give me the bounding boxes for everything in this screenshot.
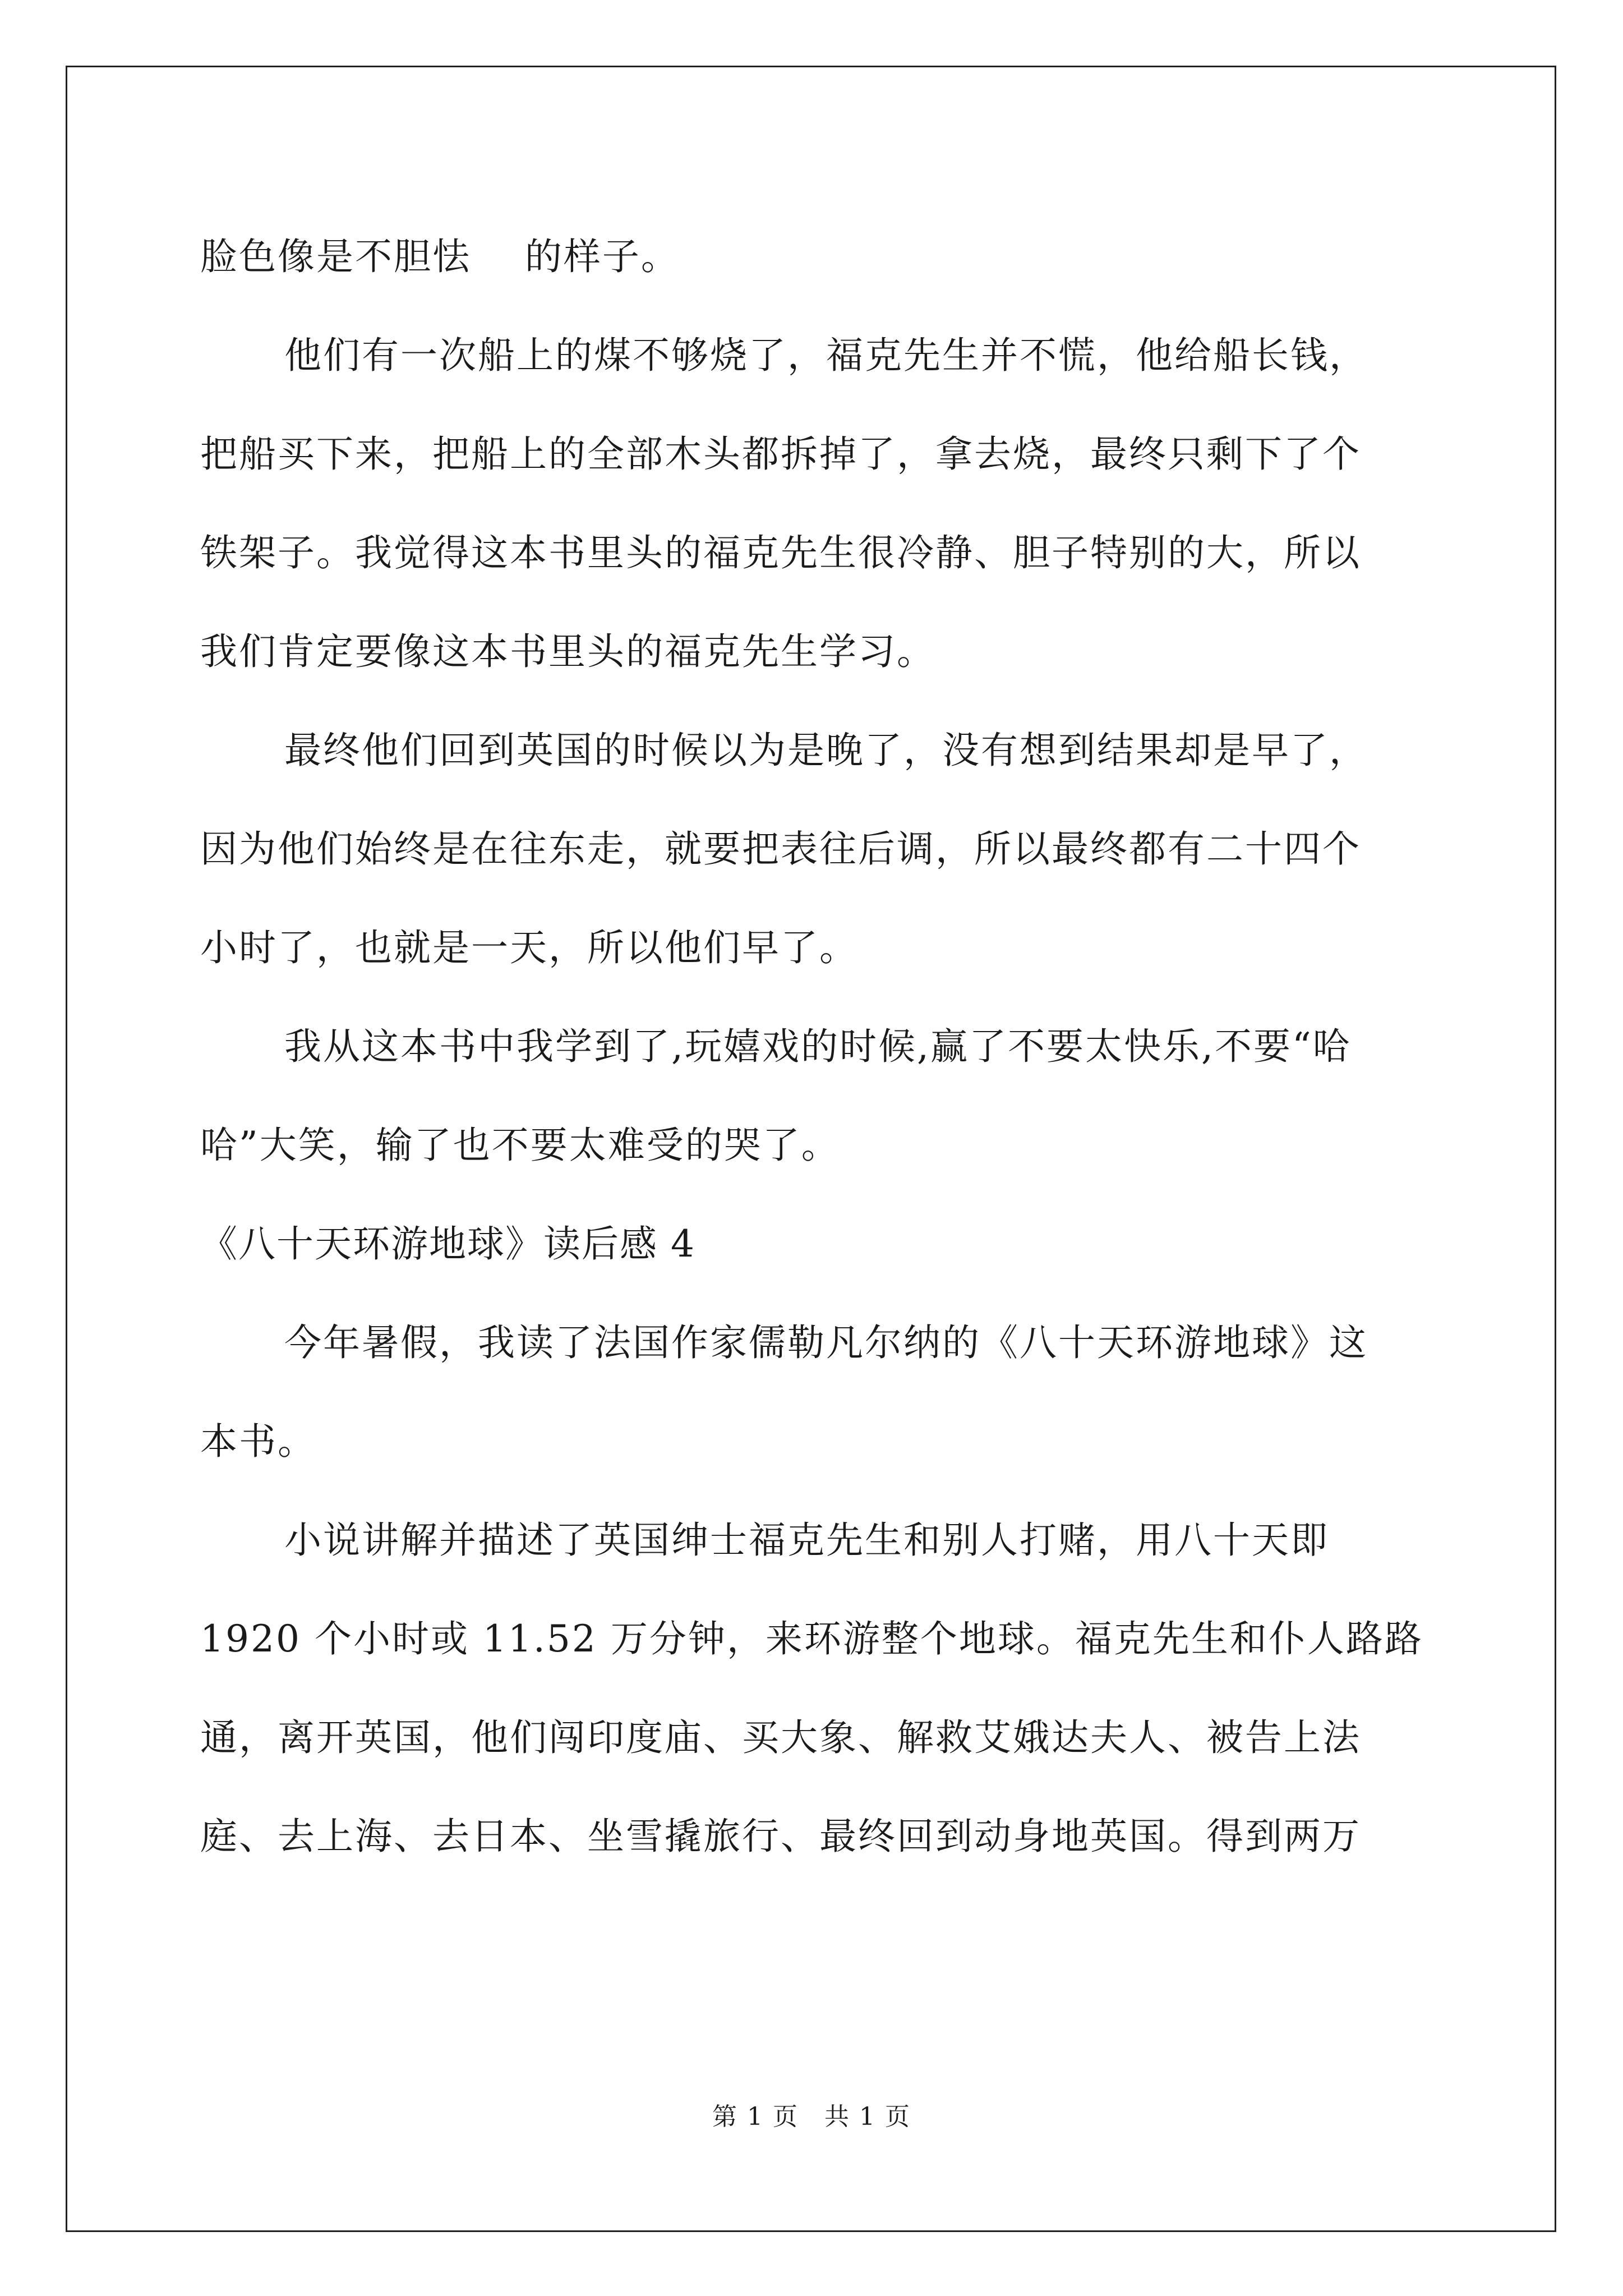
paragraph-start: 我从这本书中我学到了,玩嬉戏的时候,赢了不要太快乐,不要“哈: [284, 1025, 1352, 1068]
text-line: 铁架子。我觉得这本书里头的福克先生很冷静、胆子特别的大，所以: [200, 531, 1361, 574]
text-line: 把船买下来，把船上的全部木头都拆掉了，拿去烧，最终只剩下了个: [200, 432, 1361, 476]
text-line: 因为他们始终是在往东走，就要把表往后调，所以最终都有二十四个: [200, 827, 1361, 871]
section-heading: 《八十天环游地球》读后感 4: [200, 1222, 695, 1266]
document-body: [200, 208, 1434, 1886]
page-total: 共 1 页: [824, 2102, 911, 2131]
text-line: 1920 个小时或 11.52 万分钟，来环游整个地球。福克先生和仆人路路: [200, 1617, 1423, 1660]
page-number: 第 1 页: [712, 2102, 799, 2131]
text-line: 脸色像是不胆怯 的样子。: [200, 235, 680, 278]
text-line: 哈”大笑，输了也不要太难受的哭了。: [200, 1124, 840, 1167]
paragraph-start: 最终他们回到英国的时候以为是晚了，没有想到结果却是早了，: [284, 729, 1368, 772]
text-line: 本书。: [200, 1420, 316, 1463]
page-footer: [0, 2100, 1623, 2134]
paragraph-start: 今年暑假，我读了法国作家儒勒凡尔纳的《八十天环游地球》这: [284, 1321, 1368, 1364]
text-line: 小时了，也就是一天，所以他们早了。: [200, 926, 858, 969]
paragraph-start: 他们有一次船上的煤不够烧了，福克先生并不慌，他给船长钱，: [284, 334, 1368, 377]
text-line: 我们肯定要像这本书里头的福克先生学习。: [200, 630, 935, 673]
text-line: 通，离开英国，他们闯印度庙、买大象、解救艾娥达夫人、被告上法: [200, 1716, 1361, 1759]
paragraph-start: 小说讲解并描述了英国绅士福克先生和别人打赌，用八十天即: [284, 1519, 1329, 1562]
text-line: 庭、去上海、去日本、坐雪撬旅行、最终回到动身地英国。得到两万: [200, 1815, 1361, 1858]
